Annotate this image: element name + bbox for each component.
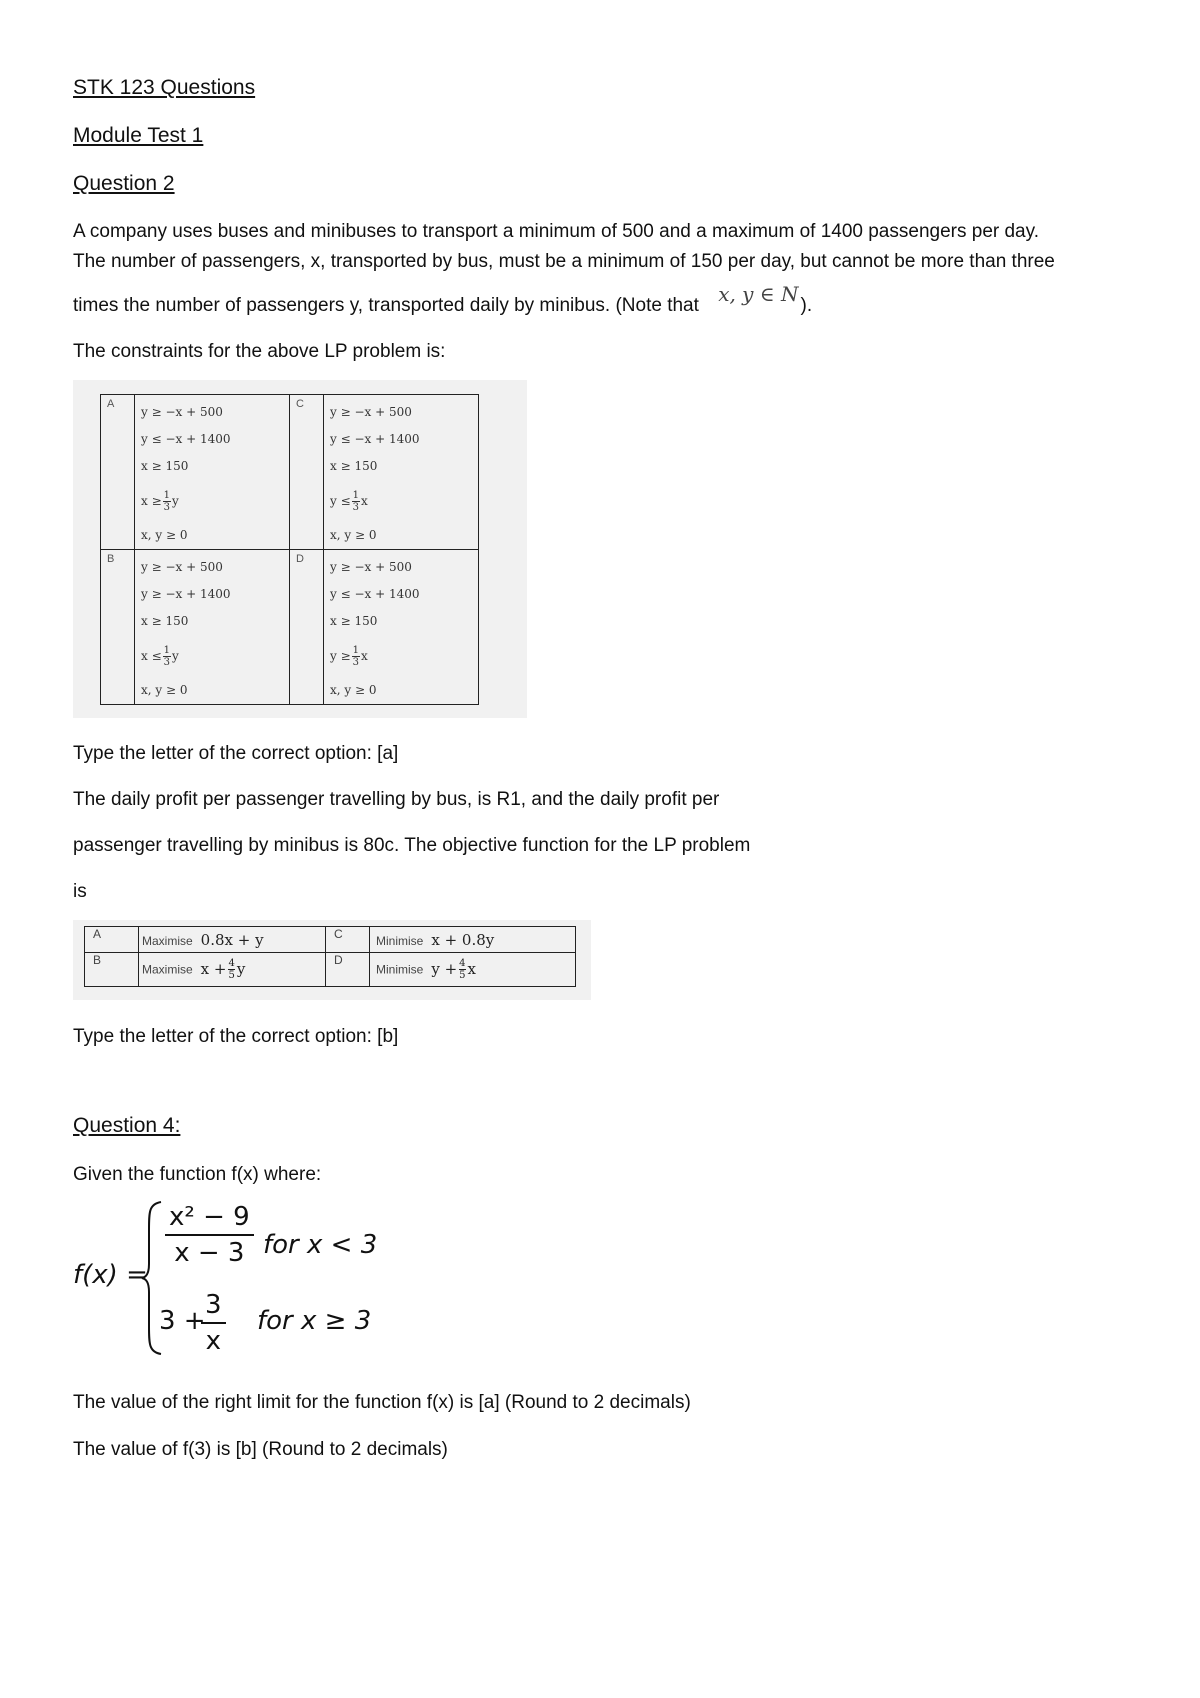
constraint-line: y ≥ −x + 500: [141, 405, 223, 419]
fraction-variable: x: [361, 649, 368, 663]
document-title: STK 123 Questions: [73, 76, 256, 99]
constraint-line-fraction: [141, 480, 289, 522]
expression-prefix: y +: [431, 959, 458, 978]
question-4-heading: Question 4:: [73, 1114, 181, 1137]
function-lhs: [73, 1260, 148, 1290]
objective-c: [370, 927, 576, 953]
constraint-line: y ≥ −x + 500: [330, 560, 412, 574]
constraint-line-fraction: [330, 635, 478, 677]
constraint-line: y ≤ −x + 1400: [330, 587, 420, 601]
q2-paragraph-line-2: The number of passengers, x, transported by bus, must be a minimum of 150 per day, but cannot be more than three: [73, 251, 1055, 272]
four-fifths-fraction: [459, 958, 465, 981]
objective-word: Minimise: [376, 962, 424, 977]
constraint-line: y ≥ −x + 500: [330, 405, 412, 419]
constraints-options-image: [73, 380, 527, 718]
objective-expression: [431, 958, 476, 981]
case-2-condition: for x ≥ 3: [257, 1306, 372, 1336]
answer-prompt-1: Type the letter of the correct option: [a]: [73, 743, 399, 764]
fraction-denominator: 3: [163, 657, 171, 668]
constraint-line-fraction: [330, 480, 478, 522]
expression-prefix: x +: [200, 959, 227, 978]
case-1-numerator: x² − 9: [165, 1200, 254, 1236]
objective-word: Maximise: [142, 933, 193, 948]
objective-options-table: [84, 926, 576, 987]
case-1-denominator: x − 3: [174, 1238, 245, 1268]
fraction-numerator: 1: [352, 645, 360, 656]
option-c-constraints: [324, 395, 479, 550]
expression-variable: x: [467, 959, 476, 978]
option-a-label: A: [101, 395, 135, 550]
objective-expression: x + 0.8y: [431, 930, 495, 949]
fraction-numerator: 1: [352, 490, 360, 501]
option-a-constraints: [135, 395, 290, 550]
objective-options-image: [73, 920, 591, 1000]
fraction-numerator: 1: [163, 645, 171, 656]
q2-paragraph-line-1: A company uses buses and minibuses to transport a minimum of 500 and a maximum of 1400 passengers per day.: [73, 221, 1039, 242]
one-third-fraction: [352, 490, 360, 513]
constraint-line-fraction: [141, 635, 289, 677]
profit-line-3: is: [73, 881, 87, 902]
fraction-denominator: 3: [352, 502, 360, 513]
constraint-line: y ≤ −x + 1400: [141, 432, 231, 446]
fraction-numerator: 4: [459, 958, 466, 969]
constraint-line: x, y ≥ 0: [141, 683, 188, 697]
four-fifths-fraction: [228, 958, 234, 981]
objective-expression: 0.8x + y: [200, 930, 264, 949]
expression-variable: y: [236, 959, 246, 978]
q4-intro: Given the function f(x) where:: [73, 1164, 322, 1185]
constraint-lhs: y ≤: [330, 494, 351, 508]
constraint-line: y ≥ −x + 500: [141, 560, 223, 574]
constraint-line: x, y ≥ 0: [141, 528, 188, 542]
one-third-fraction: [352, 645, 360, 668]
fraction-numerator: 4: [228, 958, 235, 969]
fraction-variable: y: [172, 649, 179, 663]
question-2-heading: Question 2: [73, 172, 175, 195]
function-name: f(x) =: [73, 1260, 148, 1290]
module-title: Module Test 1: [73, 124, 204, 147]
fraction-variable: y: [172, 494, 179, 508]
case-1-condition: for x < 3: [263, 1230, 378, 1260]
objective-a: [139, 927, 326, 953]
q2-paragraph-line-3: [73, 282, 813, 318]
option-b-label: B: [101, 550, 135, 705]
profit-line-1: The daily profit per passenger travelling by bus, is R1, and the daily profit per: [73, 789, 720, 810]
constraint-lhs: y ≥: [330, 649, 351, 663]
fraction-denominator: 3: [163, 502, 171, 513]
fraction-denominator: 5: [228, 970, 235, 981]
fraction-denominator: 3: [352, 657, 360, 668]
q2-line-3-close: ).: [800, 295, 813, 316]
objective-word: Maximise: [142, 962, 193, 977]
objective-word: Minimise: [376, 933, 424, 948]
option-b-constraints: [135, 550, 290, 705]
fraction-variable: x: [361, 494, 368, 508]
option-c-label: C: [290, 395, 324, 550]
right-limit-question: The value of the right limit for the function f(x) is [a] (Round to 2 decimals): [73, 1392, 691, 1413]
objective-c-label: C: [326, 927, 370, 953]
constraints-intro: The constraints for the above LP problem is:: [73, 341, 446, 362]
option-d-label: D: [290, 550, 324, 705]
case-2-denominator: x: [205, 1326, 221, 1356]
objective-a-label: A: [85, 927, 139, 953]
case-2-fraction: [201, 1288, 226, 1358]
constraints-options-table: [100, 394, 479, 705]
constraint-lhs: x ≤: [141, 649, 162, 663]
f3-question: The value of f(3) is [b] (Round to 2 decimals): [73, 1439, 448, 1460]
objective-d-label: D: [326, 953, 370, 987]
option-d-constraints: [324, 550, 479, 705]
objective-d: [370, 953, 576, 987]
fraction-denominator: 5: [459, 970, 466, 981]
q2-line-3-text: times the number of passengers y, transported daily by minibus. (Note that: [73, 295, 699, 316]
piecewise-function: [73, 1200, 493, 1360]
constraint-line: x ≥ 150: [141, 614, 189, 628]
constraint-line: y ≤ −x + 1400: [330, 432, 420, 446]
case-2-numerator: 3: [201, 1288, 226, 1324]
objective-b-label: B: [85, 953, 139, 987]
one-third-fraction: [163, 645, 171, 668]
profit-line-2: passenger travelling by minibus is 80c. The objective function for the LP problem: [73, 835, 751, 856]
constraint-line: x ≥ 150: [141, 459, 189, 473]
objective-expression: [200, 958, 246, 981]
constraint-line: x ≥ 150: [330, 459, 378, 473]
constraint-lhs: x ≥: [141, 494, 162, 508]
natural-numbers-note: x, y ∈ N: [718, 282, 799, 306]
case-1-fraction: [165, 1200, 254, 1270]
fraction-numerator: 1: [163, 490, 171, 501]
constraint-line: x, y ≥ 0: [330, 528, 377, 542]
objective-b: [139, 953, 326, 987]
constraint-line: x, y ≥ 0: [330, 683, 377, 697]
case-2-prefix: 3 +: [159, 1306, 206, 1336]
one-third-fraction: [163, 490, 171, 513]
answer-prompt-2: Type the letter of the correct option: [b]: [73, 1026, 399, 1047]
constraint-line: y ≥ −x + 1400: [141, 587, 231, 601]
constraint-line: x ≥ 150: [330, 614, 378, 628]
